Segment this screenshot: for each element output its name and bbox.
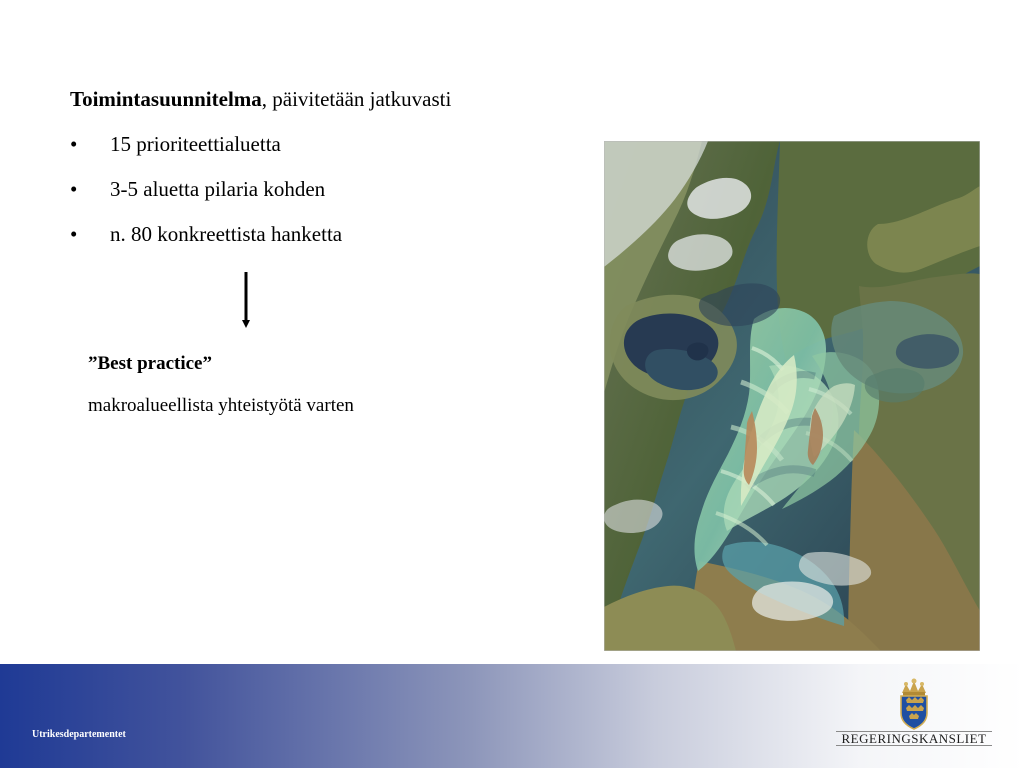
bullet-text: 15 prioriteettialuetta (110, 132, 281, 156)
regeringskansliet-logo (834, 676, 994, 750)
crown-shield-icon (896, 676, 932, 730)
best-practice-subtitle: makroalueellista yhteistyötä varten (88, 395, 354, 416)
headline-bold: Toimintasuunnitelma (70, 87, 262, 111)
bullet-item (70, 174, 570, 219)
bullet-icon: • (70, 177, 78, 201)
bullet-icon: • (70, 132, 78, 156)
bullet-list (70, 129, 570, 264)
bullet-text: n. 80 konkreettista hanketta (110, 222, 343, 246)
down-arrow-icon (238, 271, 254, 329)
bullet-text: 3-5 aluetta pilaria kohden (110, 177, 326, 201)
footer-department: Utrikesdepartementet (32, 729, 126, 740)
headline (70, 84, 451, 114)
logo-wordmark: REGERINGSKANSLIET (836, 731, 992, 746)
headline-rest: , päivitetään jatkuvasti (261, 87, 452, 111)
satellite-image (604, 141, 980, 651)
bullet-icon: • (70, 222, 78, 246)
best-practice-title: ”Best practice” (88, 353, 212, 374)
bullet-item (70, 129, 570, 174)
bullet-item (70, 219, 570, 264)
